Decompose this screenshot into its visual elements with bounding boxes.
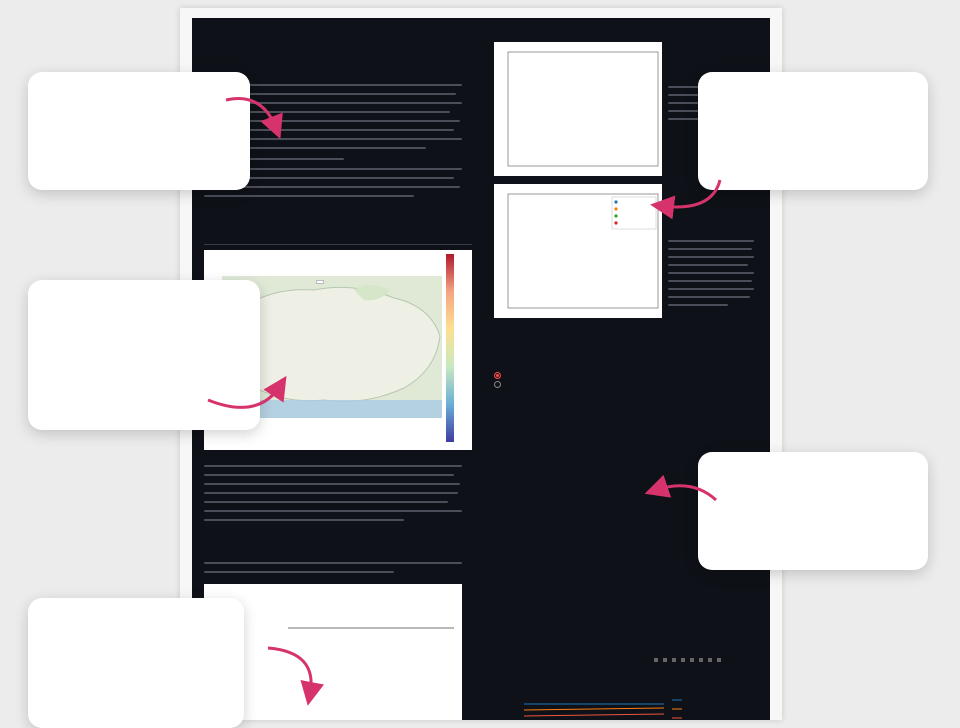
- arrow-region-comparison: [656, 486, 716, 500]
- arrow-distribution: [208, 386, 280, 407]
- arrow-background: [226, 99, 276, 128]
- arrow-price-correlation: [662, 180, 720, 207]
- arrow-review-features: [268, 648, 311, 694]
